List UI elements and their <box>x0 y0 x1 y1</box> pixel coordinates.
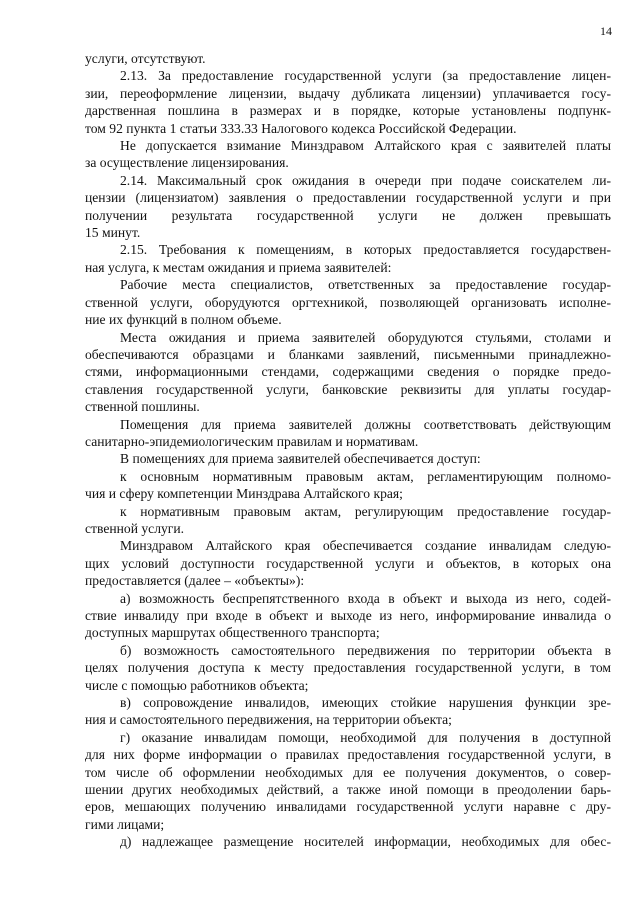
text-line: к основным нормативным правовым актам, регламентирующим полномо- <box>120 468 611 484</box>
body-text <box>85 50 611 851</box>
text-line: том числе об оформлении необходимых для ее получения документов, о совер- <box>85 764 611 780</box>
text-line: Рабочие места специалистов, ответственных за предоставление государ- <box>120 277 611 293</box>
text-line: получении результата государственной услуги не должен превышать <box>85 207 611 223</box>
text-line: ственной услуги, оборудуются оргтехникой, позволяющей организовать исполне- <box>85 294 611 310</box>
text-line: шении других необходимых действий, а также иной помощи в преодолении барь- <box>85 782 611 798</box>
text-line: гими лицами; <box>85 816 165 832</box>
text-line: числе с помощью работников объекта; <box>85 677 309 693</box>
text-line: г) оказание инвалидам помощи, необходимой для получения в доступной <box>120 729 611 745</box>
text-line: ственной услуги. <box>85 520 185 536</box>
text-line: ствие инвалиду при входе в объект и выходе из него, информирование инвалида о <box>85 608 611 623</box>
text-line: ния и самостоятельного передвижения, на территории объекта; <box>85 712 452 728</box>
text-line: ная услуга, к местам ожидания и приема заявителей: <box>85 259 392 275</box>
text-line: Не допускается взимание Минздравом Алтайского края с заявителей платы <box>120 138 611 154</box>
text-line: зии, переоформление лицензии, выдачу дубликата лицензии) уплачивается госу- <box>85 85 611 101</box>
text-line: 2.14. Максимальный срок ожидания в очереди при подаче соискателем ли- <box>120 172 611 188</box>
text-line: том 92 пункта 1 статьи 333.33 Налогового кодекса Российской Федерации. <box>85 120 517 136</box>
text-line: Помещения для приема заявителей должны соответствовать действующим <box>120 416 611 432</box>
text-line: ственной пошлины. <box>85 399 200 415</box>
text-line: 15 минут. <box>85 225 141 241</box>
text-line: за осуществление лицензирования. <box>85 155 289 171</box>
page-number: 14 <box>600 24 612 38</box>
text-line: в) сопровождение инвалидов, имеющих стойкие нарушения функции зре- <box>120 695 611 711</box>
text-line: В помещениях для приема заявителей обеспечивается доступ: <box>120 451 481 467</box>
text-line: для них форме информации о правилах предоставления государственной услуги, в <box>85 747 611 763</box>
text-line: услуги, отсутствуют. <box>85 51 206 66</box>
text-line: цензии (лицензиатом) заявления о предоставлении государственной услуги и при <box>85 190 611 206</box>
text-line: чия и сферу компетенции Минздрава Алтайского края; <box>85 486 403 502</box>
text-line: 2.13. За предоставление государственной услуги (за предоставление лицен- <box>120 68 611 84</box>
text-line: ние их функций в полном объеме. <box>85 312 282 328</box>
text-line: а) возможность беспрепятственного входа в объект и выхода из него, содей- <box>120 590 611 606</box>
text-line: предоставляется (далее – «объекты»): <box>85 573 305 589</box>
text-line: Места ожидания и приема заявителей оборудуются стульями, столами и <box>120 329 611 345</box>
text-line: б) возможность самостоятельного передвижения по территории объекта в <box>120 642 611 658</box>
text-line: обеспечиваются образцами и бланками заявлений, письменными принадлежно- <box>85 346 611 362</box>
text-line: еров, мешающих получению инвалидами государственной услуги наравне с дру- <box>85 799 611 815</box>
text-line: щих условий доступности государственной услуги и объектов, в которых она <box>85 555 611 571</box>
text-line: санитарно-эпидемиологическим правилам и нормативам. <box>85 433 419 449</box>
text-line: доступных маршрутах общественного транспорта; <box>85 625 380 641</box>
text-line: целях получения доступа к месту предоставления государственной услуги, в том <box>85 660 611 676</box>
text-line: стями, информационными стендами, содержащими сведения о порядке предо- <box>85 364 611 380</box>
text-line: дарственная пошлина в размерах и в порядке, которые установлены подпунк- <box>85 103 611 119</box>
text-line: д) надлежащее размещение носителей информации, необходимых для обес- <box>120 834 611 850</box>
text-line: к нормативным правовым актам, регулирующим предоставление государ- <box>120 503 611 519</box>
text-line: Минздравом Алтайского края обеспечивается создание инвалидам следую- <box>120 538 611 554</box>
text-line: ставления государственной услуги, банковские реквизиты для уплаты государ- <box>85 381 611 397</box>
text-line: 2.15. Требования к помещениям, в которых предоставляется государствен- <box>120 242 611 258</box>
